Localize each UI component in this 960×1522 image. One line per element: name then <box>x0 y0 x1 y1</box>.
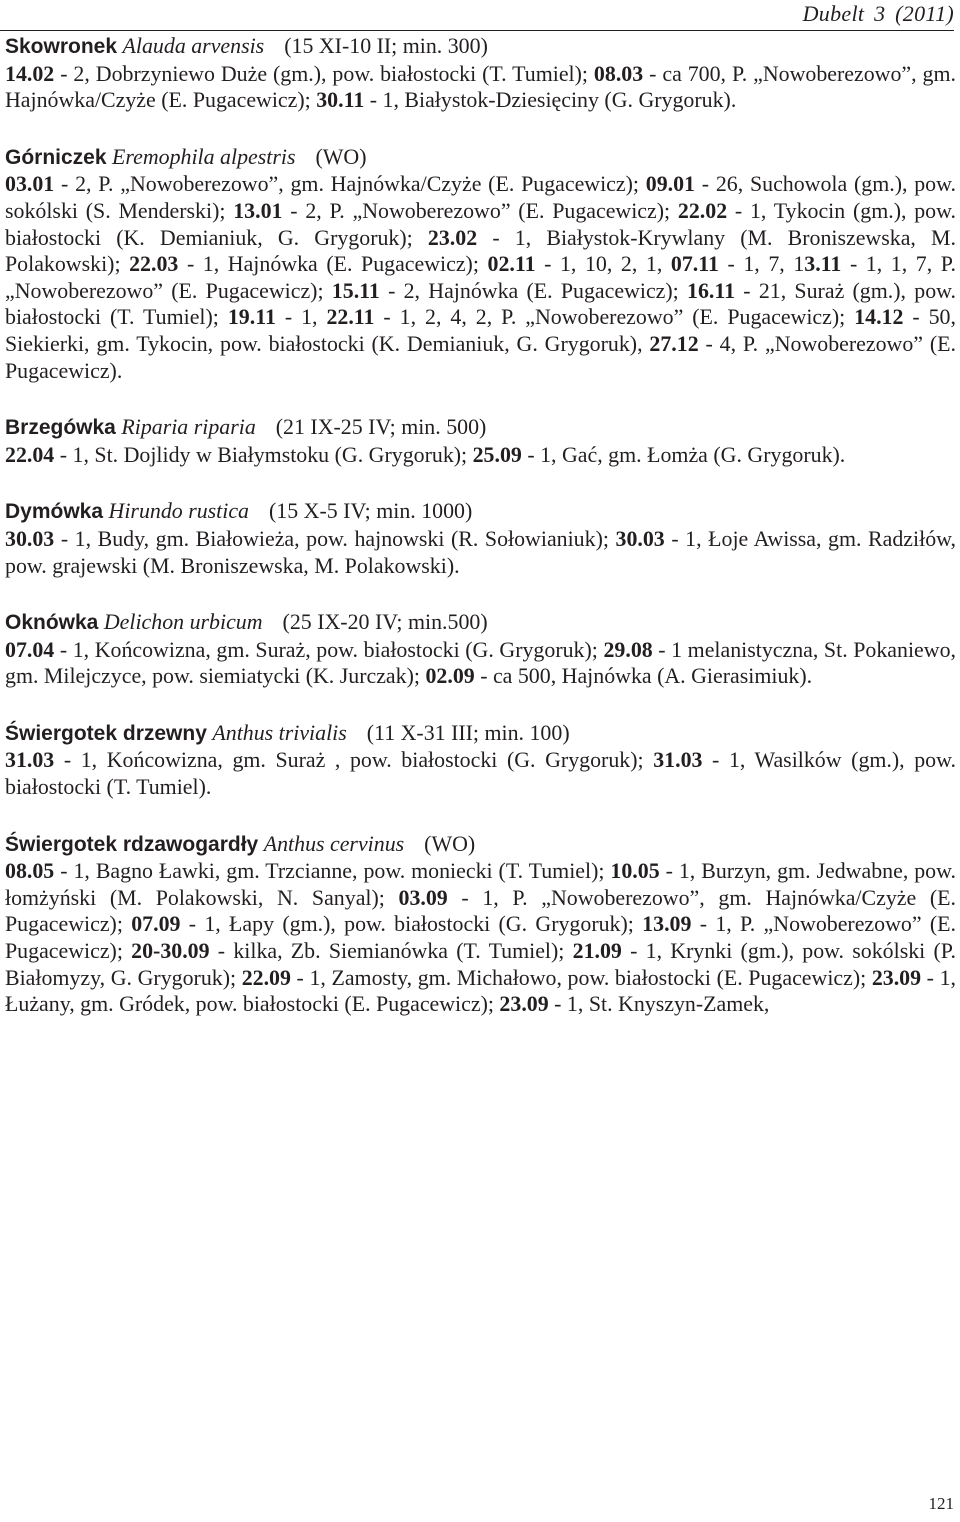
record-date: 02.09 <box>425 663 475 689</box>
species-header <box>5 720 570 745</box>
record-date: 22.04 <box>5 441 55 467</box>
record-date: 09.01 <box>645 171 696 197</box>
species-header <box>5 609 488 634</box>
species-entry <box>5 414 956 468</box>
species-period-info: (15 XI-10 II; min. 300) <box>284 33 488 58</box>
record-text: - 1, St. Knyszyn-Zamek, <box>548 991 770 1017</box>
record-date: 3.11 <box>804 251 842 277</box>
species-latin-name: Anthus trivialis <box>212 719 347 745</box>
record-text: - 26, Suchowola (gm.), pow. sokólski (S. Menderski); <box>5 171 956 223</box>
species-period-info: (WO) <box>315 143 367 169</box>
record-date: 22.03 <box>129 251 179 277</box>
record-date: 07.04 <box>5 636 55 662</box>
record-date: 21.09 <box>572 938 622 964</box>
species-polish-name: Dymówka <box>5 500 104 524</box>
record-date: 30.03 <box>615 525 665 551</box>
record-date: 16.11 <box>687 277 736 303</box>
record-text: - 1, Hajnówka (E. Pugacewicz); <box>178 251 488 277</box>
record-text: - 1, Burzyn, gm. Jedwabne, pow. łomżyński (M. Polakowski, N. Sanyal); <box>5 858 956 910</box>
species-paragraph <box>5 144 956 384</box>
record-date: 08.05 <box>5 858 55 884</box>
record-date: 03.01 <box>5 171 55 197</box>
record-text: - 1 melanistyczna, St. Pokaniewo, gm. Milejczyce, pow. siemiatycki (K. Jurczak); <box>5 636 956 689</box>
page-number: 121 <box>928 1494 954 1513</box>
record-text: - 2, Dobrzyniewo Duże (gm.), pow. białostocki (T. Tumiel); <box>54 60 594 86</box>
record-date: 31.03 <box>653 747 703 773</box>
species-period-info: (25 IX-20 IV; min.500) <box>282 609 488 635</box>
record-text: - 1, Końcowizna, gm. Suraż , pow. białostocki (G. Grygoruk); <box>54 747 654 773</box>
record-date: 31.03 <box>5 747 55 773</box>
species-polish-name: Świergotek rdzawogardły <box>5 832 259 856</box>
record-text: - 4, P. „Nowoberezowo” (E. Pugacewicz). <box>5 330 956 383</box>
record-date: 22.11 <box>326 304 375 330</box>
record-date: 22.09 <box>241 964 291 990</box>
record-date: 07.09 <box>131 911 181 937</box>
record-text: - 1, Łapy (gm.), pow. białostocki (G. Grygoruk); <box>180 911 643 937</box>
record-date: 14.02 <box>5 60 55 86</box>
record-text: - 1, Krynki (gm.), pow. sokólski (P. Białomyzy, G. Grygoruk); <box>5 938 956 990</box>
record-date: 25.09 <box>472 441 522 467</box>
record-text: - 1, 7, 1 <box>718 251 805 277</box>
species-header <box>5 414 486 439</box>
record-text: - 1, P. „Nowoberezowo”, gm. Hajnówka/Czyże (E. Pugacewicz); <box>5 884 956 937</box>
record-text: - 2, P. „Nowoberezowo” (E. Pugacewicz); <box>282 197 678 223</box>
species-entry <box>5 144 956 384</box>
record-text: - 50, Siekierki, gm. Tykocin, pow. białostocki (K. Demianiuk, G. Grygoruk), <box>5 304 956 356</box>
species-list <box>5 33 956 1048</box>
record-text: - 1, St. Dojlidy w Białymstoku (G. Grygoruk); <box>54 441 473 467</box>
species-polish-name: Skowronek <box>5 35 118 58</box>
species-paragraph <box>5 498 956 579</box>
record-text: - 2, Hajnówka (E. Pugacewicz); <box>379 277 688 303</box>
species-period-info: (WO) <box>424 830 476 856</box>
species-paragraph <box>5 831 956 1018</box>
species-period-info: (11 X-31 III; min. 100) <box>366 719 570 745</box>
record-date: 20-30.09 <box>131 938 210 964</box>
species-period-info: (15 X-5 IV; min. 1000) <box>269 498 473 524</box>
record-date: 27.12 <box>649 330 699 356</box>
record-text: - 1, 2, 4, 2, P. „Nowoberezowo” (E. Pugacewicz); <box>374 304 855 330</box>
record-text: - 1, Gać, gm. Łomża (G. Grygoruk). <box>521 441 846 467</box>
species-paragraph <box>5 720 956 801</box>
record-text: - 1, Budy, gm. Białowieża, pow. hajnowski (R. Sołowianiuk); <box>54 525 616 551</box>
record-date: 14.12 <box>854 304 904 330</box>
record-date: 13.01 <box>233 197 283 223</box>
record-text: - 1, P. „Nowoberezowo” (E. Pugacewicz); <box>5 911 956 964</box>
species-header <box>5 498 472 523</box>
record-text: - 1, 10, 2, 1, <box>535 251 671 277</box>
record-date: 03.09 <box>398 884 448 910</box>
record-date: 29.08 <box>603 636 653 662</box>
record-text: - 1, Tykocin (gm.), pow. białostocki (K. Demianiuk, G. Grygoruk); <box>5 197 956 250</box>
record-text: - 1, Łużany, gm. Gródek, pow. białostocki (E. Pugacewicz); <box>5 964 956 1017</box>
record-text: - 1, Końcowizna, gm. Suraż, pow. białostocki (G. Grygoruk); <box>54 636 604 662</box>
running-head: Dubelt 3 (2011) <box>0 0 954 31</box>
record-date: 08.03 <box>593 60 644 86</box>
species-latin-name: Delichon urbicum <box>103 609 263 635</box>
record-date: 30.03 <box>5 525 55 551</box>
record-text: - 1, <box>275 304 327 330</box>
species-paragraph <box>5 609 956 690</box>
record-text: - 1, Zamosty, gm. Michałowo, pow. białostocki (E. Pugacewicz); <box>290 964 872 990</box>
record-date: 15.11 <box>331 277 380 303</box>
species-entry <box>5 720 956 801</box>
record-date: 23.09 <box>499 991 549 1017</box>
record-date: 23.02 <box>427 224 478 250</box>
record-text: - 1, Bagno Ławki, gm. Trzcianne, pow. moniecki (T. Tumiel); <box>54 858 611 884</box>
record-text: - 1, Białystok-Dziesięciny (G. Grygoruk). <box>364 87 737 113</box>
species-paragraph <box>5 33 956 114</box>
record-date: 10.05 <box>610 858 660 884</box>
species-entry <box>5 33 956 114</box>
species-latin-name: Anthus cervinus <box>263 830 405 856</box>
record-text: - 21, Suraż (gm.), pow. białostocki (T. Tumiel); <box>5 277 957 330</box>
record-date: 02.11 <box>487 251 536 277</box>
species-header <box>5 33 488 58</box>
record-date: 23.09 <box>871 964 922 990</box>
record-text: - 2, P. „Nowoberezowo”, gm. Hajnówka/Czyże (E. Pugacewicz); <box>54 171 646 197</box>
species-latin-name: Riparia riparia <box>121 414 256 440</box>
record-date: 30.11 <box>316 87 365 113</box>
species-entry <box>5 831 956 1018</box>
species-latin-name: Hirundo rustica <box>108 498 250 524</box>
record-text: - kilka, Zb. Siemianówka (T. Tumiel); <box>209 938 573 964</box>
species-header <box>5 144 367 169</box>
species-paragraph <box>5 414 956 468</box>
record-text: - ca 500, Hajnówka (A. Gierasimiuk). <box>474 663 813 689</box>
species-polish-name: Świergotek drzewny <box>5 721 207 745</box>
record-text: - ca 700, P. „Nowoberezowo”, gm. Hajnówka/Czyże (E. Pugacewicz); <box>5 60 956 113</box>
species-entry <box>5 498 956 579</box>
species-latin-name: Alauda arvensis <box>122 33 265 58</box>
record-text: - 1, Łoje Awissa, gm. Radziłów, pow. grajewski (M. Broniszewska, M. Polakowski). <box>5 525 956 578</box>
record-text: - 1, 1, 7, P. „Nowoberezowo” (E. Pugacewicz); <box>5 251 956 303</box>
species-header <box>5 831 475 856</box>
record-date: 07.11 <box>670 251 719 277</box>
species-polish-name: Brzegówka <box>5 416 116 440</box>
species-entry <box>5 609 956 690</box>
species-polish-name: Oknówka <box>5 611 99 635</box>
species-latin-name: Eremophila alpestris <box>112 143 296 169</box>
record-date: 13.09 <box>642 911 692 937</box>
record-text: - 1, Białystok-Krywlany (M. Broniszewska, M. Polakowski); <box>5 224 956 277</box>
record-date: 19.11 <box>227 304 276 330</box>
record-date: 22.02 <box>677 197 728 223</box>
species-period-info: (21 IX-25 IV; min. 500) <box>275 414 487 440</box>
record-text: - 1, Wasilków (gm.), pow. białostocki (T. Tumiel). <box>5 747 956 800</box>
species-polish-name: Górniczek <box>5 145 107 169</box>
